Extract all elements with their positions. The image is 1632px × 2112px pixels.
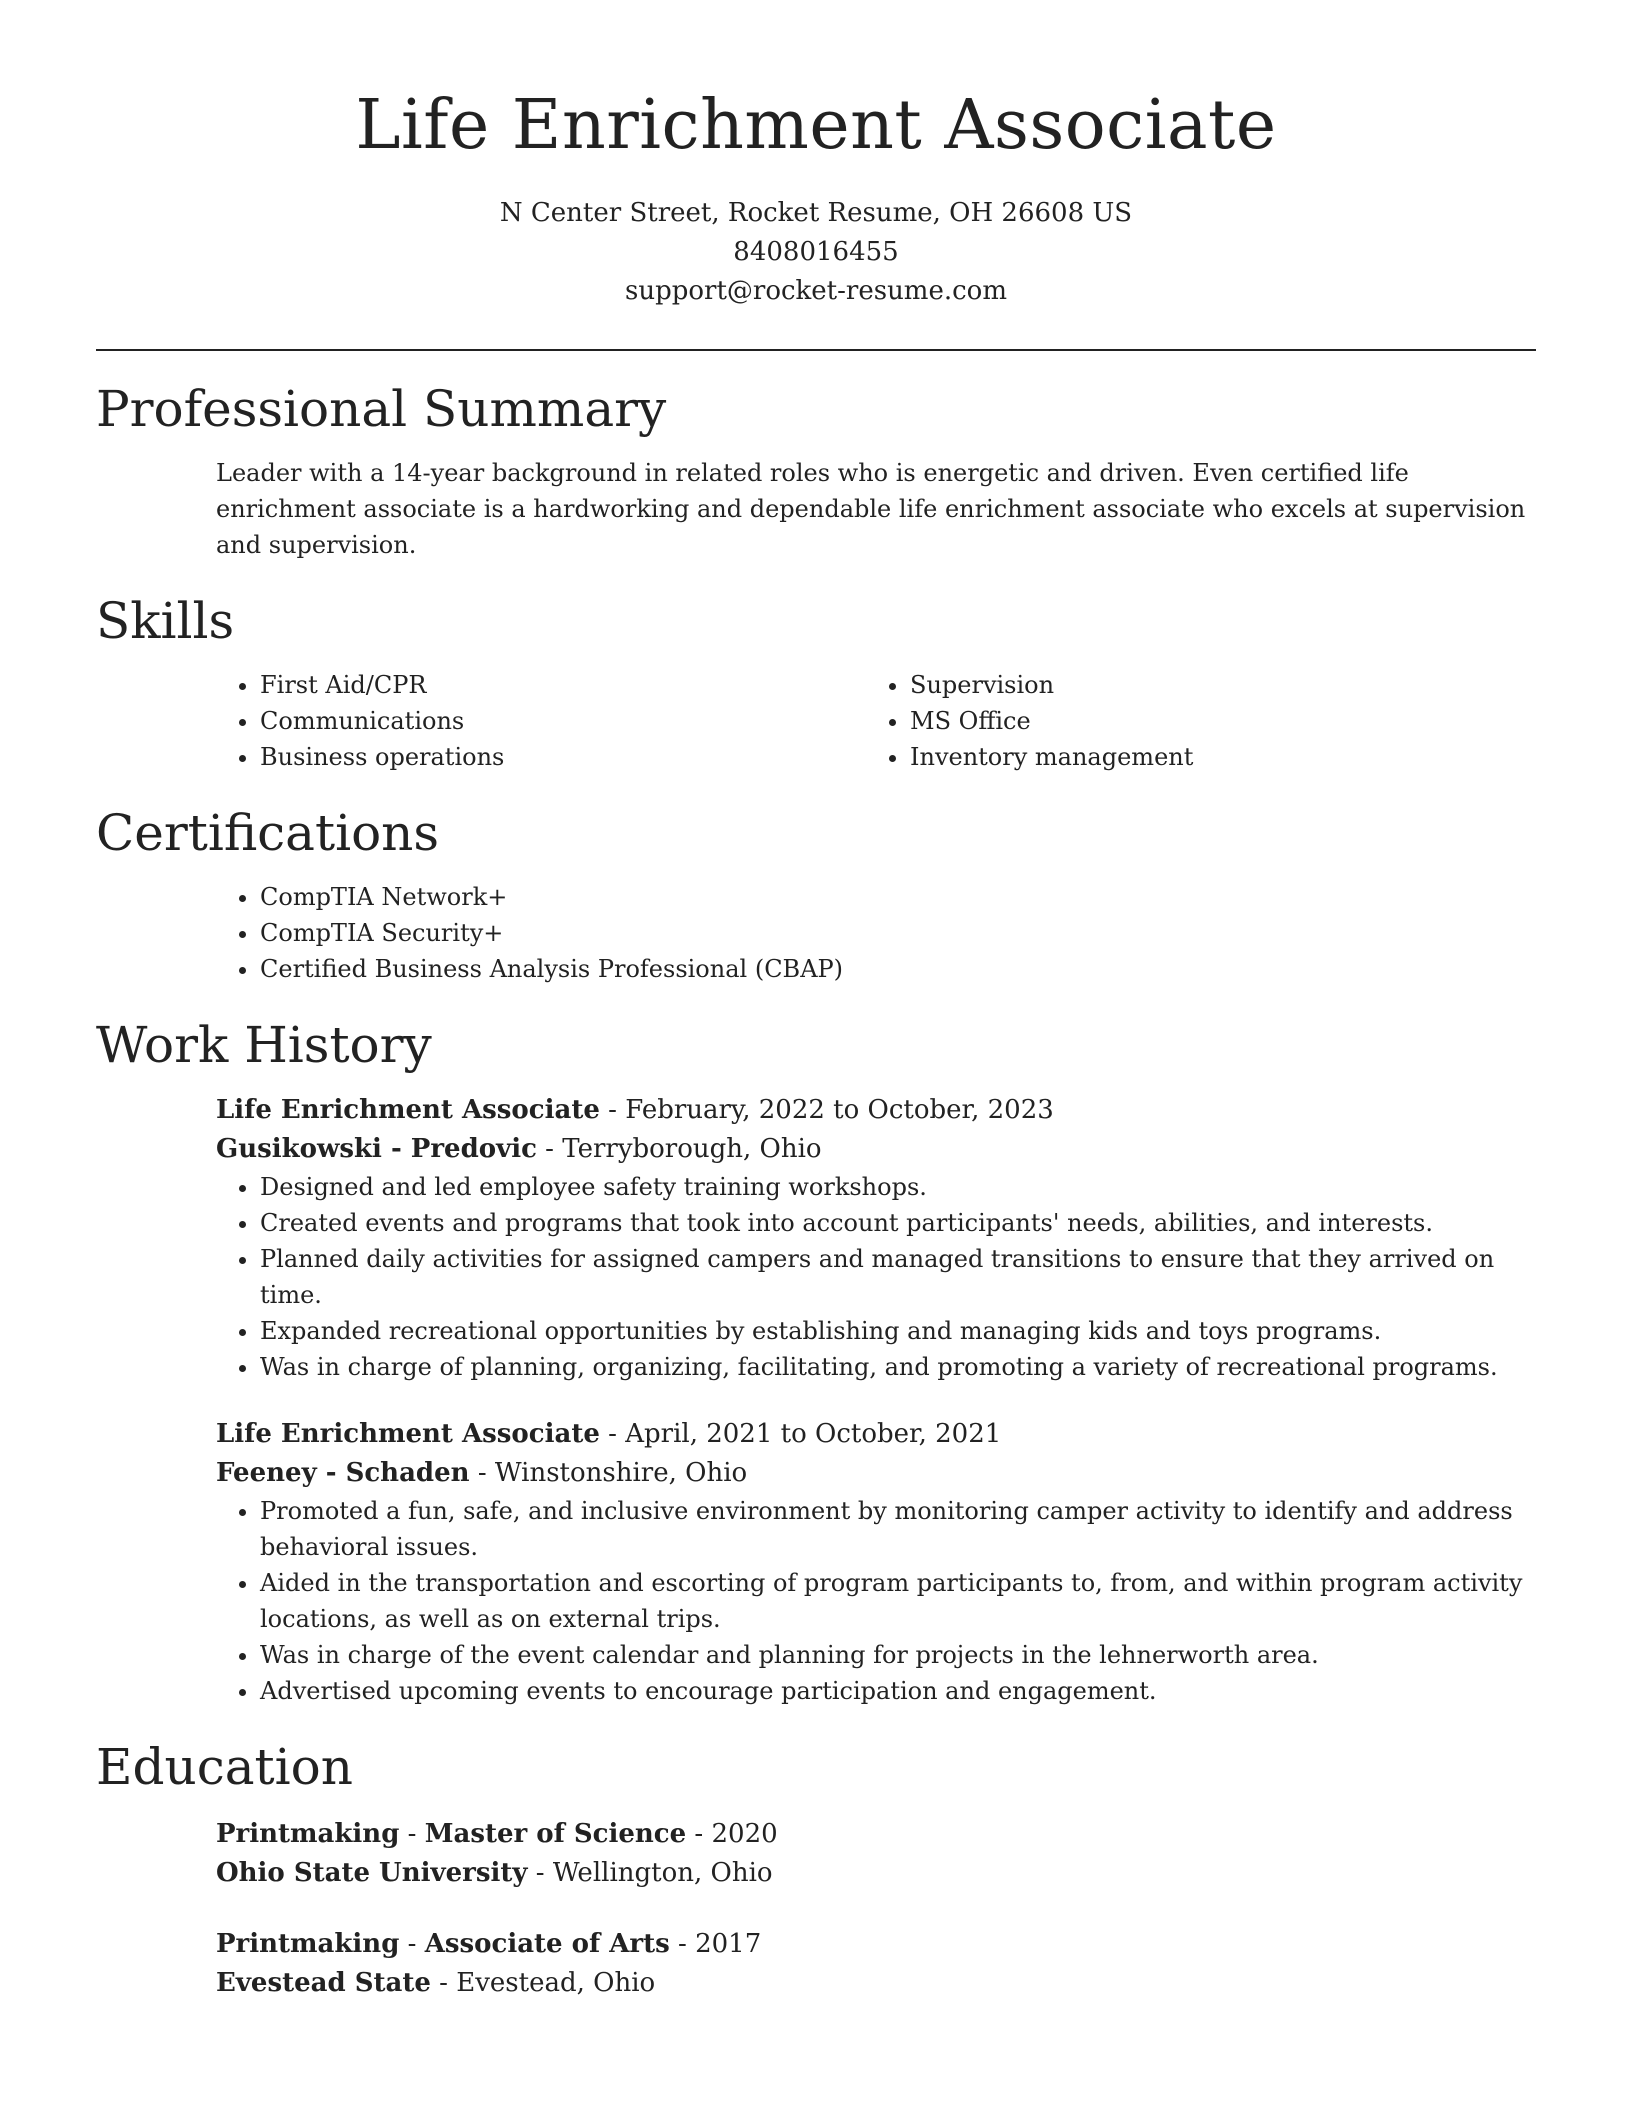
separator: - xyxy=(469,1458,495,1488)
job-company-line xyxy=(216,1454,1536,1493)
summary-section xyxy=(96,379,1536,563)
education-degree: Associate of Arts xyxy=(424,1929,670,1959)
job-duties-list xyxy=(216,1169,1536,1385)
certifications-title: Certifications xyxy=(96,804,440,862)
skill-item: • First Aid/CPR xyxy=(260,667,866,703)
separator: - xyxy=(527,1858,553,1888)
education-entry xyxy=(216,1925,1536,2003)
job-duty: • Was in charge of planning, organizing, facilitating, and promoting a variety of recreational programs. xyxy=(260,1349,1536,1385)
skills-section xyxy=(96,591,1536,775)
education-field: Printmaking xyxy=(216,1929,400,1959)
job-duty: • Created events and programs that took into account participants' needs, abilities, and interests. xyxy=(260,1205,1536,1241)
education-year: 2017 xyxy=(695,1929,762,1959)
job-duty: • Promoted a fun, safe, and inclusive environment by monitoring camper activity to identify and address behavioral issues. xyxy=(260,1493,1536,1565)
job-duty: • Was in charge of the event calendar and planning for projects in the lehnerworth area. xyxy=(260,1637,1536,1673)
job-role: Life Enrichment Associate xyxy=(216,1095,600,1125)
separator: - xyxy=(599,1419,626,1449)
skills-list-left xyxy=(216,667,866,775)
job-company: Feeney - Schaden xyxy=(216,1458,470,1488)
work-history-title: Work History xyxy=(96,1016,432,1074)
education-entry xyxy=(216,1815,1536,1893)
candidate-name: Life Enrichment Associate xyxy=(355,86,1277,165)
job-company-line xyxy=(216,1130,1536,1169)
certifications-list xyxy=(216,879,1536,987)
job-title-line xyxy=(216,1415,1536,1454)
education-school-line xyxy=(216,1854,1536,1893)
education-field: Printmaking xyxy=(216,1819,400,1849)
contact-info xyxy=(96,194,1536,311)
skills-list-right xyxy=(866,667,1516,775)
job-title-line xyxy=(216,1091,1536,1130)
certification-item: • CompTIA Security+ xyxy=(260,915,1536,951)
job-company: Gusikowski - Predovic xyxy=(216,1134,537,1164)
education-degree: Master of Science xyxy=(424,1819,687,1849)
skill-item: • MS Office xyxy=(910,703,1516,739)
job-dates: February, 2022 to October, 2023 xyxy=(625,1095,1054,1125)
job-duty: • Designed and led employee safety training workshops. xyxy=(260,1169,1536,1205)
separator: - xyxy=(536,1134,563,1164)
job-location: Terryborough, Ohio xyxy=(562,1134,822,1164)
education-degree-line xyxy=(216,1925,1536,1964)
separator: - xyxy=(399,1819,425,1849)
certification-item: • CompTIA Network+ xyxy=(260,879,1536,915)
education-year: 2020 xyxy=(711,1819,778,1849)
education-school: Ohio State University xyxy=(216,1858,528,1888)
job-entry xyxy=(216,1415,1536,1709)
job-duty: • Advertised upcoming events to encourage participation and engagement. xyxy=(260,1673,1536,1709)
skill-item: • Inventory management xyxy=(910,739,1516,775)
job-location: Winstonshire, Ohio xyxy=(494,1458,748,1488)
header-divider xyxy=(96,349,1536,351)
separator: - xyxy=(430,1968,457,1998)
certifications-section xyxy=(96,803,1536,987)
education-section xyxy=(96,1737,1536,2003)
job-entry xyxy=(216,1091,1536,1385)
certification-item: • Certified Business Analysis Professional (CBAP) xyxy=(260,951,1536,987)
email: support@rocket-resume.com xyxy=(624,276,1007,306)
skill-item: • Business operations xyxy=(260,739,866,775)
job-duty: • Planned daily activities for assigned campers and managed transitions to ensure that they arrived on time. xyxy=(260,1241,1536,1313)
education-location: Evestead, Ohio xyxy=(456,1968,656,1998)
separator: - xyxy=(669,1929,696,1959)
education-school: Evestead State xyxy=(216,1968,431,1998)
separator: - xyxy=(399,1929,425,1959)
summary-text: Leader with a 14-year background in related roles who is energetic and driven. Even certified life enrichment associate is a hardworking and dependable life enrichment associate who excels at supervision and supervision. xyxy=(216,459,1526,559)
education-school-line xyxy=(216,1964,1536,2003)
job-duty: • Expanded recreational opportunities by establishing and managing kids and toys programs. xyxy=(260,1313,1536,1349)
skill-item: • Communications xyxy=(260,703,866,739)
job-duty: • Aided in the transportation and escorting of program participants to, from, and within program activity locations, as well as on external trips. xyxy=(260,1565,1536,1637)
job-dates: April, 2021 to October, 2021 xyxy=(625,1419,1002,1449)
separator: - xyxy=(686,1819,712,1849)
education-location: Wellington, Ohio xyxy=(552,1858,773,1888)
work-history-section xyxy=(96,1015,1536,1709)
job-role: Life Enrichment Associate xyxy=(216,1419,600,1449)
education-degree-line xyxy=(216,1815,1536,1854)
resume-header xyxy=(96,0,1536,311)
skill-item: • Supervision xyxy=(910,667,1516,703)
skills-title: Skills xyxy=(96,592,235,650)
separator: - xyxy=(599,1095,626,1125)
job-duties-list xyxy=(216,1493,1536,1709)
address: N Center Street, Rocket Resume, OH 26608 US xyxy=(499,198,1133,228)
education-title: Education xyxy=(96,1738,353,1796)
summary-title: Professional Summary xyxy=(96,380,667,438)
phone: 8408016455 xyxy=(733,237,899,267)
